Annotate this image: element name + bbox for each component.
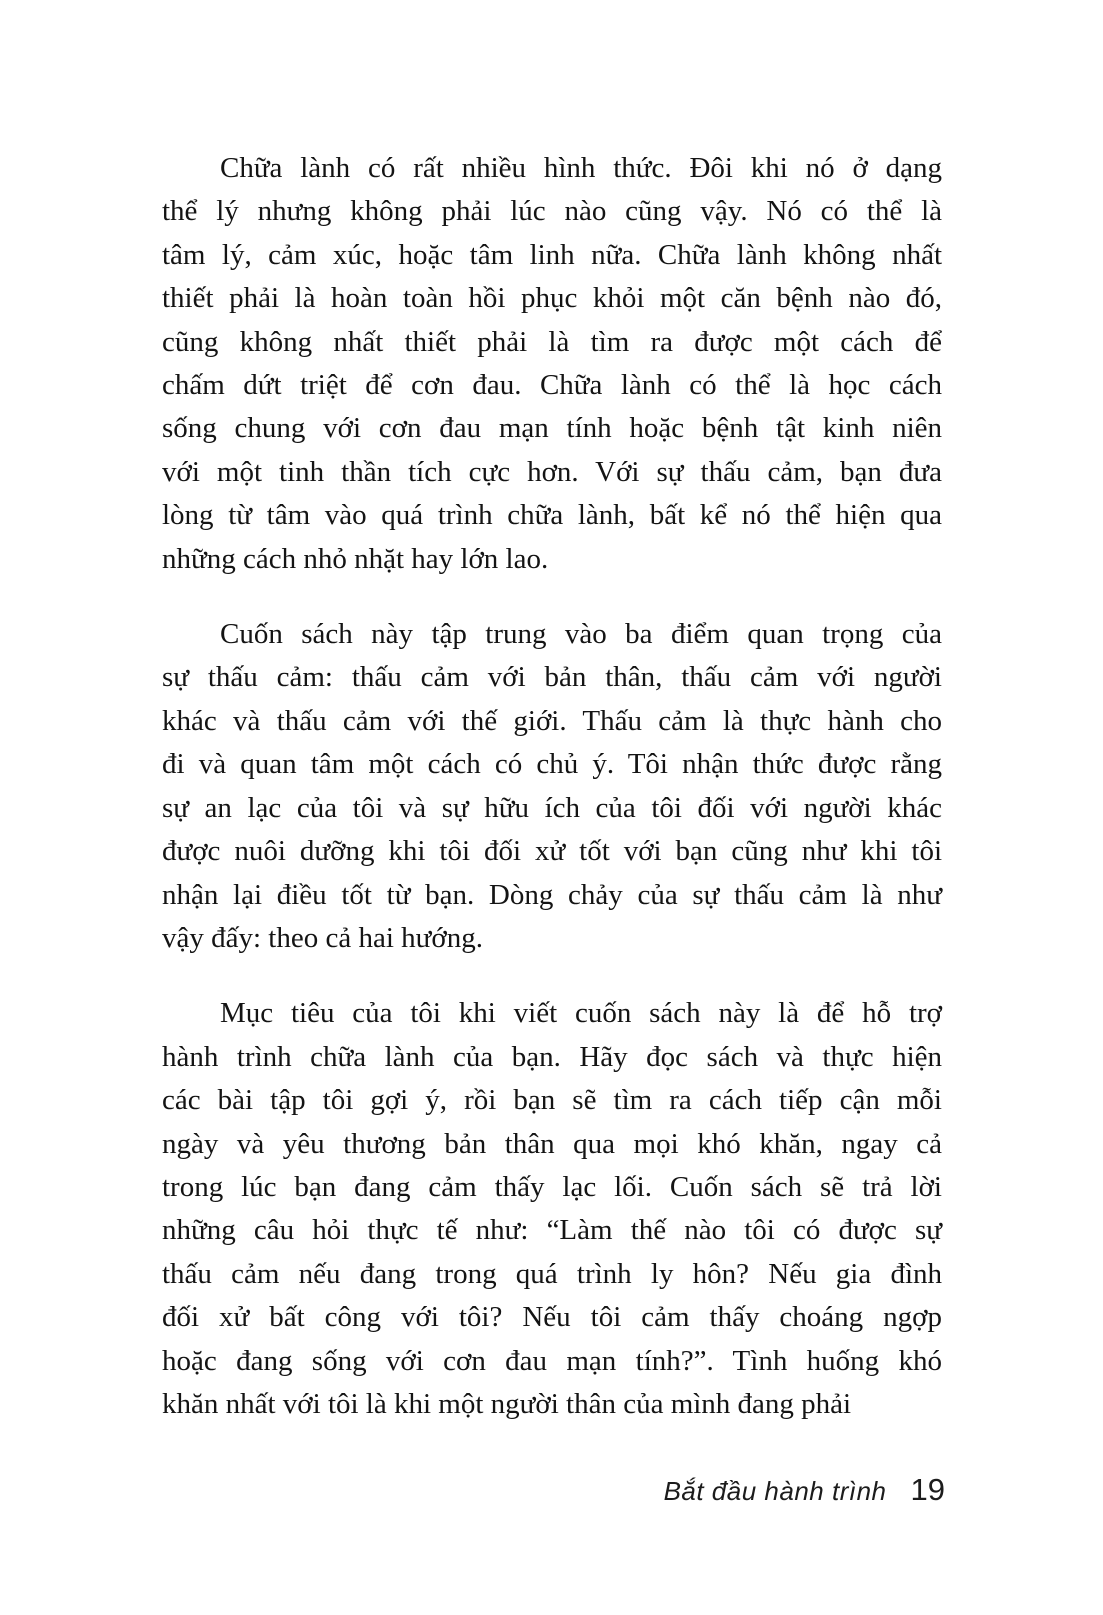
body-text <box>162 147 942 1458</box>
text-line: thể lý nhưng không phải lúc nào cũng vậy. Nó có thể là <box>162 195 942 228</box>
text-line: những câu hỏi thực tế như: “Làm thế nào tôi có được sự <box>162 1214 942 1247</box>
text-line: cũng không nhất thiết phải là tìm ra được một cách để <box>162 325 942 358</box>
paragraph <box>162 992 942 1426</box>
text-line: được nuôi dưỡng khi tôi đối xử tốt với bạn cũng như khi tôi <box>162 835 942 868</box>
text-line: tâm lý, cảm xúc, hoặc tâm linh nữa. Chữa lành không nhất <box>162 238 942 271</box>
text-line: hành trình chữa lành của bạn. Hãy đọc sách và thực hiện <box>162 1040 942 1073</box>
paragraph <box>162 147 942 581</box>
running-footer-chapter-title: Bắt đầu hành trình <box>663 1476 887 1506</box>
text-line: Mục tiêu của tôi khi viết cuốn sách này là để hỗ trợ <box>220 997 942 1030</box>
text-line: sự thấu cảm: thấu cảm với bản thân, thấu cảm với người <box>162 661 942 694</box>
text-line: vậy đấy: theo cả hai hướng. <box>162 921 483 954</box>
text-line: thấu cảm nếu đang trong quá trình ly hôn? Nếu gia đình <box>162 1257 942 1290</box>
text-line: các bài tập tôi gợi ý, rồi bạn sẽ tìm ra cách tiếp cận mỗi <box>162 1084 942 1117</box>
page-footer <box>664 1472 945 1508</box>
text-line: Chữa lành có rất nhiều hình thức. Đôi khi nó ở dạng <box>220 152 942 184</box>
page-number: 19 <box>910 1472 945 1507</box>
text-line: khác và thấu cảm với thế giới. Thấu cảm là thực hành cho <box>162 704 942 737</box>
text-line: ngày và yêu thương bản thân qua mọi khó khăn, ngay cả <box>162 1127 942 1160</box>
text-line: nhận lại điều tốt từ bạn. Dòng chảy của sự thấu cảm là như <box>162 878 942 911</box>
text-line: với một tinh thần tích cực hơn. Với sự thấu cảm, bạn đưa <box>162 455 942 488</box>
text-line: lòng từ tâm vào quá trình chữa lành, bất kể nó thể hiện qua <box>162 499 942 532</box>
text-line: đi và quan tâm một cách có chủ ý. Tôi nhận thức được rằng <box>162 748 942 781</box>
text-line: những cách nhỏ nhặt hay lớn lao. <box>162 542 549 575</box>
text-line: trong lúc bạn đang cảm thấy lạc lối. Cuốn sách sẽ trả lời <box>162 1170 942 1203</box>
text-line: hoặc đang sống với cơn đau mạn tính?”. Tình huống khó <box>162 1344 942 1377</box>
paragraph <box>162 613 942 960</box>
text-line: chấm dứt triệt để cơn đau. Chữa lành có thể là học cách <box>162 369 942 402</box>
text-line: sự an lạc của tôi và sự hữu ích của tôi đối với người khác <box>162 791 942 824</box>
text-line: sống chung với cơn đau mạn tính hoặc bệnh tật kinh niên <box>162 412 942 445</box>
text-line: khăn nhất với tôi là khi một người thân của mình đang phải <box>162 1387 852 1420</box>
text-line: Cuốn sách này tập trung vào ba điểm quan trọng của <box>220 618 942 651</box>
text-line: đối xử bất công với tôi? Nếu tôi cảm thấy choáng ngợp <box>162 1301 942 1334</box>
text-line: thiết phải là hoàn toàn hồi phục khỏi một căn bệnh nào đó, <box>162 282 942 315</box>
